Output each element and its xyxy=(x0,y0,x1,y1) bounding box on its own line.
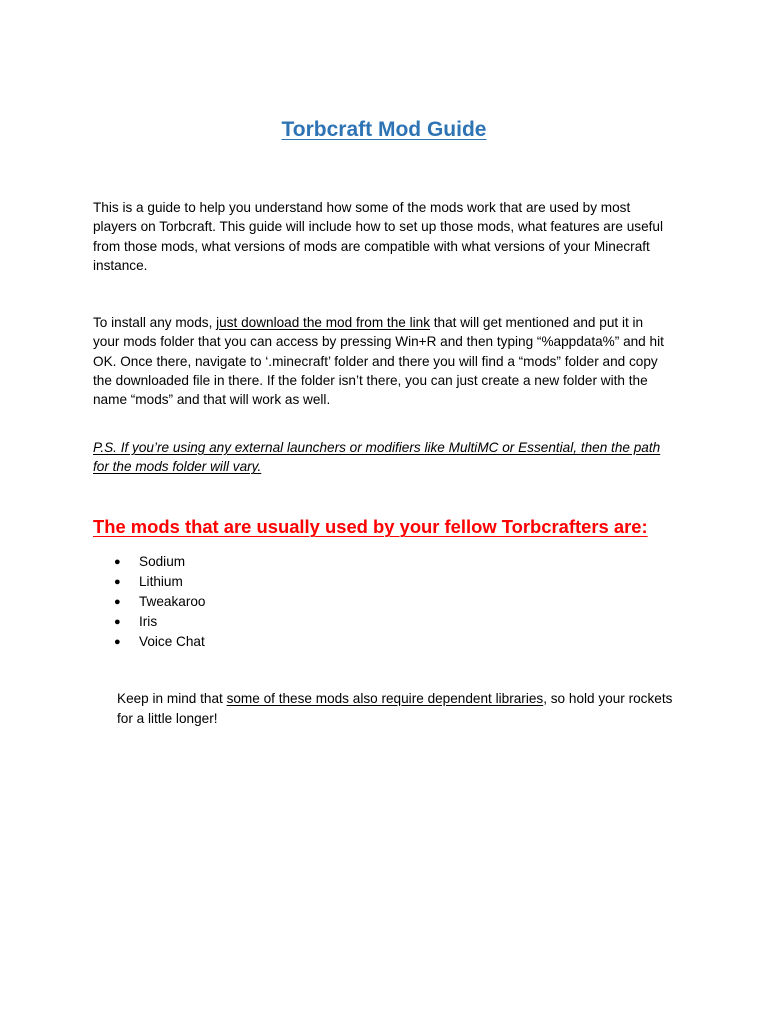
mod-name: Iris xyxy=(139,614,158,629)
bullet-icon: ● xyxy=(114,616,121,628)
intro-paragraph: This is a guide to help you understand how some of the mods work that are used by most players on Torbcraft. This guide will include how to set up those mods, what features are useful from those mods, what versions of mods are compatible with what versions of your Minecraft instance. xyxy=(93,200,663,273)
install-paragraph xyxy=(93,313,673,409)
mod-name: Tweakaroo xyxy=(139,594,206,609)
title-text: Torbcraft Mod Guide xyxy=(281,118,487,141)
closing-text-after: , so hold your rockets for a little longer! xyxy=(117,691,673,726)
bullet-icon: ● xyxy=(114,576,121,588)
closing-note xyxy=(117,689,677,728)
closing-text-before: Keep in mind that xyxy=(117,691,227,706)
download-mod-link[interactable]: just download the mod from the link xyxy=(216,315,430,330)
install-text-after: that will get mentioned and put it in your mods folder that you can access by pressing Win+R and then typing “%appdata%” and hit OK. Once there, navigate to ‘.minecraft’ folder and there you will find a “mods” folder and copy the downloaded file in there. If the folder isn’t there, you can just create a new folder with the name “mods” and that will work as well. xyxy=(93,315,664,408)
ps-note: P.S. If you’re using any external launchers or modifiers like MultiMC or Essential, then the path for the mods folder will vary. xyxy=(93,440,661,475)
list-item-sodium xyxy=(114,552,206,572)
mods-heading: The mods that are usually used by your fellow Torbcrafters are: xyxy=(93,516,648,537)
bullet-icon: ● xyxy=(114,636,121,648)
bullet-icon: ● xyxy=(114,596,121,608)
list-item-tweakaroo xyxy=(114,592,206,612)
mod-name: Sodium xyxy=(139,554,186,569)
bullet-icon: ● xyxy=(114,556,121,568)
mod-name: Voice Chat xyxy=(139,634,205,649)
dependent-libraries-text: some of these mods also require dependent libraries xyxy=(226,691,544,706)
list-item-lithium xyxy=(114,572,206,592)
document-title xyxy=(0,116,768,144)
mods-list xyxy=(114,552,206,652)
mod-name: Lithium xyxy=(139,574,183,589)
list-item-voice-chat xyxy=(114,632,206,652)
install-text-before: To install any mods, xyxy=(93,315,217,330)
list-item-iris xyxy=(114,612,206,632)
